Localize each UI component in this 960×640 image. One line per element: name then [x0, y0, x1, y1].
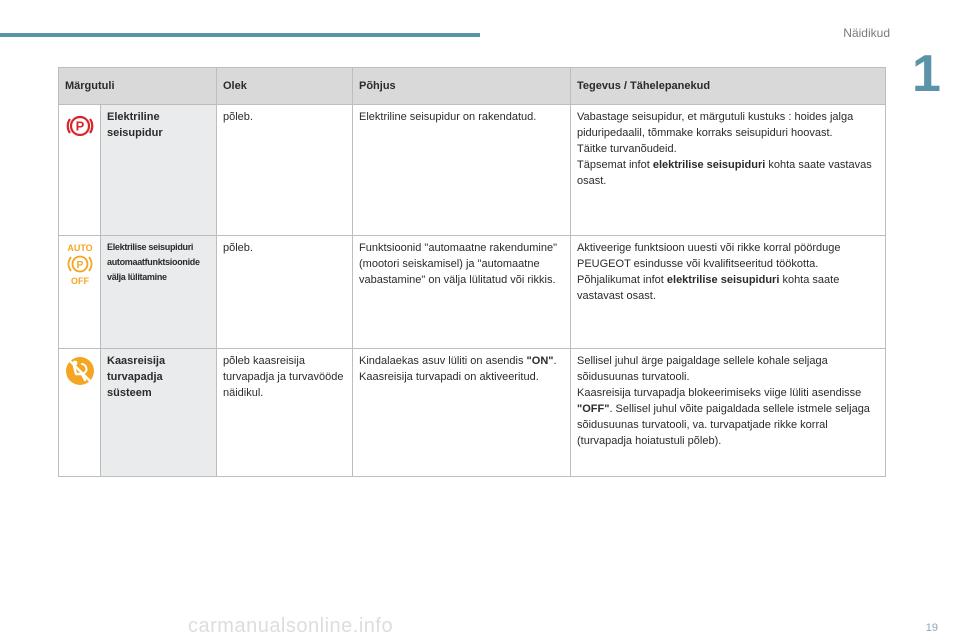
- bold-reference: elektrilise seisupiduri: [666, 274, 780, 286]
- icon-cell: [59, 236, 101, 349]
- table-header-row: [59, 68, 886, 105]
- svg-text:P: P: [75, 118, 84, 134]
- warning-light-name: Kaasreisija turvapadja süsteem: [101, 349, 217, 477]
- svg-text:P: P: [76, 260, 83, 271]
- column-header-action: Tegevus / Tähelepanekud: [571, 68, 886, 105]
- cause-cell: Elektriline seisupidur on rakendatud.: [353, 105, 571, 236]
- action-text: Aktiveerige funktsioon uuesti või rikke korral pöörduge PEUGEOT esindusse või kvalifitseeritud töökotta.: [577, 242, 841, 270]
- state-cell: põleb.: [217, 236, 353, 349]
- watermark: carmanualsonline.info: [188, 615, 394, 637]
- warning-light-name: Elektrilise seisupiduri automaatfunktsioonide välja lülitamine: [101, 236, 217, 349]
- passenger-airbag-off-icon: [64, 355, 96, 392]
- warning-lights-table: [58, 67, 886, 477]
- table-row: [59, 105, 886, 236]
- top-accent-bar: [0, 33, 480, 37]
- column-header-cause: Põhjus: [353, 68, 571, 105]
- chapter-number: 1: [912, 45, 941, 103]
- action-text: Kaasreisija turvapadja blokeerimiseks viige lüliti asendisse "OFF". Sellisel juhul võite paigaldada sellele istmele seljaga sõidusuunas turvatooli, va. turvapatjade rikke korral (turvapadja hoiatustuli põleb).: [577, 387, 870, 447]
- auto-parking-off-icon: [64, 242, 96, 291]
- state-cell: põleb.: [217, 105, 353, 236]
- action-text: Täpsemat infot elektrilise seisupiduri kohta saate vastavas osast.: [577, 159, 872, 187]
- action-cell: [571, 105, 886, 236]
- table-row: [59, 236, 886, 349]
- state-cell: põleb kaasreisija turvapadja ja turvavööde näidikul.: [217, 349, 353, 477]
- action-text: Vabastage seisupidur, et märgutuli kustuks : hoides jalga piduripedaalil, tõmmake korraks seisupiduri hoovast.: [577, 111, 854, 139]
- section-title: Näidikud: [843, 26, 890, 40]
- action-text: Põhjalikumat infot elektrilise seisupiduri kohta saate vastavast osast.: [577, 274, 840, 302]
- action-text: Sellisel juhul ärge paigaldage sellele kohale seljaga sõidusuunas turvatooli.: [577, 355, 828, 383]
- action-text: Täitke turvanõudeid.: [577, 143, 677, 155]
- bold-reference: "ON": [526, 355, 554, 367]
- cause-cell: [353, 349, 571, 477]
- action-cell: [571, 349, 886, 477]
- column-header-warning-light: Märgutuli: [59, 68, 217, 105]
- page-number: 19: [925, 622, 938, 634]
- cause-text: Kindalaekas asuv lüliti on asendis "ON".: [359, 355, 557, 367]
- cause-text: Kaasreisija turvapadi on aktiveeritud.: [359, 371, 539, 383]
- action-cell: [571, 236, 886, 349]
- table-row: [59, 349, 886, 477]
- parking-brake-icon: [65, 111, 95, 146]
- column-header-state: Olek: [217, 68, 353, 105]
- bold-reference: elektrilise seisupiduri: [652, 159, 766, 171]
- bold-reference: "OFF": [577, 403, 610, 415]
- icon-cell: [59, 105, 101, 236]
- icon-cell: [59, 349, 101, 477]
- svg-text:AUTO: AUTO: [66, 243, 93, 253]
- cause-cell: Funktsioonid "automaatne rakendumine" (mootori seiskamisel) ja "automaatne vabastamine" on välja lülitatud või rikkis.: [353, 236, 571, 349]
- svg-text:OFF: OFF: [70, 276, 89, 286]
- warning-light-name: Elektriline seisupidur: [101, 105, 217, 236]
